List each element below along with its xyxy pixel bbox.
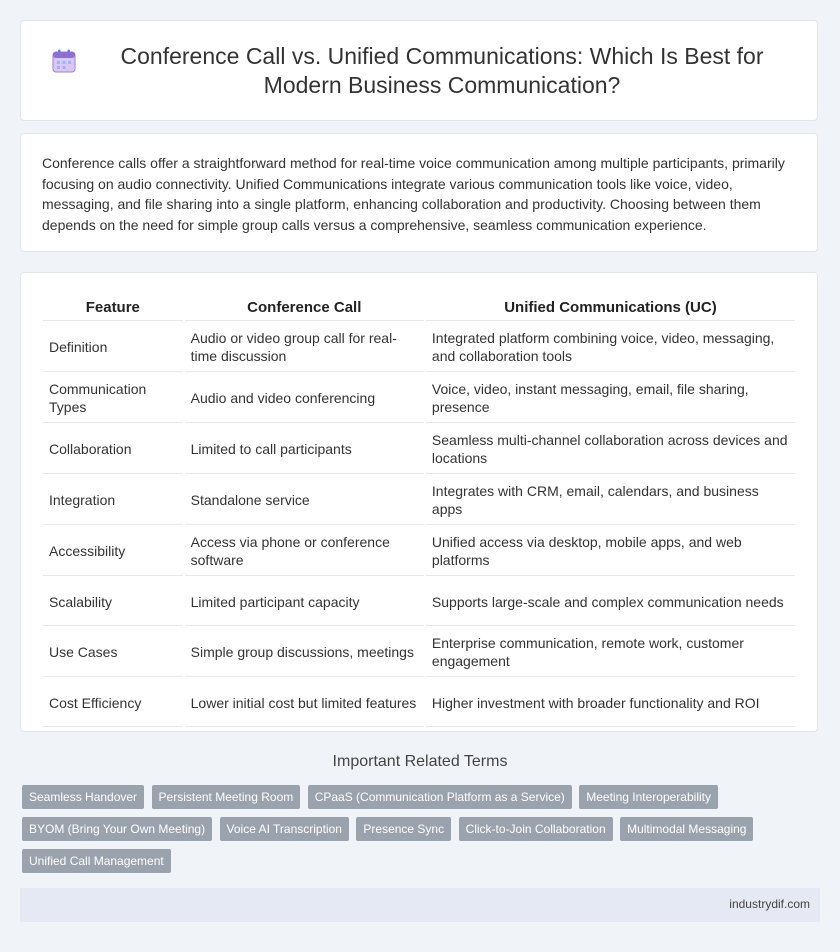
related-term-tag[interactable]: CPaaS (Communication Platform as a Service) <box>308 785 572 809</box>
cell-feature: Definition <box>43 323 183 372</box>
cell-conference-call: Audio and video conferencing <box>185 374 424 423</box>
related-term-tag[interactable]: Click-to-Join Collaboration <box>459 817 613 841</box>
cell-unified-communications: Voice, video, instant messaging, email, file sharing, presence <box>426 374 795 423</box>
table-row <box>43 476 795 525</box>
intro-paragraph: Conference calls offer a straightforward method for real-time voice communication among multiple participants, primarily focusing on audio connectivity. Unified Communications integrate various communication tools like voice, video, messaging, and file sharing into a single platform, enhancing collaboration and productivity. Choosing between them depends on the need for simple group calls versus a comprehensive, seamless communication experience. <box>42 155 785 233</box>
table-header-row <box>43 294 795 321</box>
title-card <box>20 20 818 121</box>
cell-conference-call: Limited to call participants <box>185 425 424 474</box>
related-term-tag[interactable]: Meeting Interoperability <box>579 785 718 809</box>
related-term-tag[interactable]: Persistent Meeting Room <box>152 785 301 809</box>
cell-conference-call: Audio or video group call for real-time discussion <box>185 323 424 372</box>
related-term-tag[interactable]: Multimodal Messaging <box>620 817 753 841</box>
cell-feature: Communication Types <box>43 374 183 423</box>
footer <box>20 888 820 922</box>
cell-feature: Accessibility <box>43 527 183 576</box>
page-title: Conference Call vs. Unified Communications: Which Is Best for Modern Business Communication? <box>120 42 764 98</box>
related-term-tag[interactable]: Voice AI Transcription <box>220 817 349 841</box>
cell-unified-communications: Seamless multi-channel collaboration across devices and locations <box>426 425 795 474</box>
cell-unified-communications: Enterprise communication, remote work, customer engagement <box>426 628 795 677</box>
cell-unified-communications: Unified access via desktop, mobile apps, and web platforms <box>426 527 795 576</box>
comparison-table <box>41 292 797 729</box>
related-terms-heading: Important Related Terms <box>332 753 508 770</box>
related-term-tag[interactable]: Seamless Handover <box>22 785 144 809</box>
related-term-tag[interactable]: Unified Call Management <box>22 849 171 873</box>
cell-conference-call: Lower initial cost but limited features <box>185 679 424 727</box>
header-unified-communications: Unified Communications (UC) <box>426 294 795 321</box>
cell-unified-communications: Integrated platform combining voice, video, messaging, and collaboration tools <box>426 323 795 372</box>
related-term-tag[interactable]: Presence Sync <box>356 817 451 841</box>
cell-conference-call: Standalone service <box>185 476 424 525</box>
cell-unified-communications: Higher investment with broader functionality and ROI <box>426 679 795 727</box>
cell-feature: Integration <box>43 476 183 525</box>
cell-feature: Use Cases <box>43 628 183 677</box>
footer-site-link[interactable]: industrydif.com <box>729 897 810 911</box>
related-terms-list <box>22 785 802 881</box>
cell-feature: Cost Efficiency <box>43 679 183 727</box>
comparison-card <box>20 272 818 732</box>
cell-unified-communications: Supports large-scale and complex communication needs <box>426 578 795 626</box>
table-row <box>43 578 795 626</box>
cell-conference-call: Simple group discussions, meetings <box>185 628 424 677</box>
table-row <box>43 679 795 727</box>
related-term-tag[interactable]: BYOM (Bring Your Own Meeting) <box>22 817 212 841</box>
intro-card <box>20 133 818 252</box>
cell-conference-call: Access via phone or conference software <box>185 527 424 576</box>
table-row <box>43 628 795 677</box>
cell-feature: Scalability <box>43 578 183 626</box>
header-feature: Feature <box>43 294 183 321</box>
table-row <box>43 323 795 372</box>
calendar-icon <box>51 48 77 74</box>
cell-unified-communications: Integrates with CRM, email, calendars, and business apps <box>426 476 795 525</box>
cell-feature: Collaboration <box>43 425 183 474</box>
header-conference-call: Conference Call <box>185 294 424 321</box>
table-row <box>43 374 795 423</box>
table-row <box>43 527 795 576</box>
cell-conference-call: Limited participant capacity <box>185 578 424 626</box>
table-row <box>43 425 795 474</box>
